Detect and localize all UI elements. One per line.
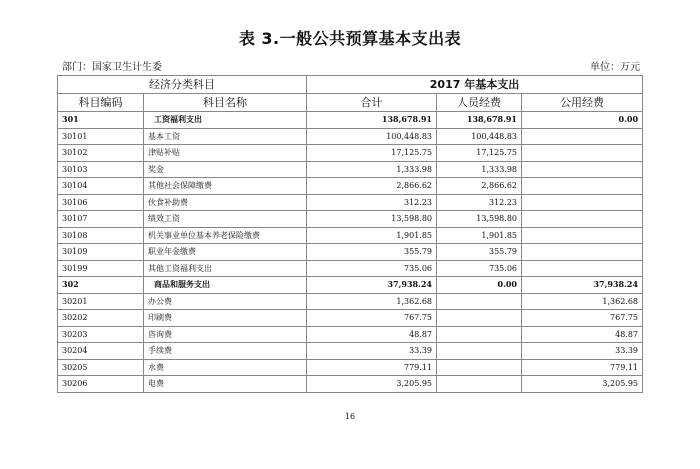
table-row <box>58 178 643 195</box>
row-public <box>522 260 643 277</box>
row-total: 1,901.85 <box>307 227 437 244</box>
table-row <box>58 359 643 376</box>
row-name: 职业年金缴费 <box>144 244 307 261</box>
row-code: 301 <box>58 112 144 129</box>
row-personnel <box>437 376 522 393</box>
row-public: 37,938.24 <box>522 277 643 294</box>
row-name: 工资福利支出 <box>144 112 307 129</box>
row-public <box>522 161 643 178</box>
page-title: 表 3.一般公共预算基本支出表 <box>238 29 462 48</box>
table-row <box>58 293 643 310</box>
row-personnel: 355.79 <box>437 244 522 261</box>
row-total: 37,938.24 <box>307 277 437 294</box>
row-personnel: 2,866.62 <box>437 178 522 195</box>
row-code: 30206 <box>58 376 144 393</box>
row-personnel: 735.06 <box>437 260 522 277</box>
department-label: 部门：国家卫生计生委 <box>62 62 162 73</box>
row-personnel: 312.23 <box>437 194 522 211</box>
table-row <box>58 112 643 129</box>
row-code: 30102 <box>58 145 144 162</box>
table-row <box>58 227 643 244</box>
row-name: 电费 <box>144 376 307 393</box>
row-code: 302 <box>58 277 144 294</box>
row-public: 33.39 <box>522 343 643 360</box>
row-personnel <box>437 293 522 310</box>
row-personnel: 13,598.80 <box>437 211 522 228</box>
budget-table <box>57 75 643 393</box>
row-code: 30199 <box>58 260 144 277</box>
table-row <box>58 326 643 343</box>
row-total: 2,866.62 <box>307 178 437 195</box>
header-total: 合计 <box>307 94 437 112</box>
row-public <box>522 211 643 228</box>
row-personnel: 1,901.85 <box>437 227 522 244</box>
row-name: 水费 <box>144 359 307 376</box>
table-row <box>58 145 643 162</box>
header-code: 科目编码 <box>58 94 144 112</box>
row-name: 手续费 <box>144 343 307 360</box>
row-code: 30103 <box>58 161 144 178</box>
row-total: 48.87 <box>307 326 437 343</box>
row-name: 机关事业单位基本养老保险缴费 <box>144 227 307 244</box>
row-total: 355.79 <box>307 244 437 261</box>
row-code: 30106 <box>58 194 144 211</box>
row-personnel: 0.00 <box>437 277 522 294</box>
table-row <box>58 310 643 327</box>
row-personnel: 1,333.98 <box>437 161 522 178</box>
row-total: 17,125.75 <box>307 145 437 162</box>
row-total: 1,362.68 <box>307 293 437 310</box>
header-public: 公用经费 <box>522 94 643 112</box>
table-row <box>58 277 643 294</box>
table-row <box>58 260 643 277</box>
row-total: 13,598.80 <box>307 211 437 228</box>
table-row <box>58 161 643 178</box>
row-name: 绩效工资 <box>144 211 307 228</box>
table-row <box>58 343 643 360</box>
row-public <box>522 128 643 145</box>
table-row <box>58 194 643 211</box>
row-name: 津贴补贴 <box>144 145 307 162</box>
row-code: 30109 <box>58 244 144 261</box>
row-name: 咨询费 <box>144 326 307 343</box>
row-code: 30204 <box>58 343 144 360</box>
row-public: 3,205.95 <box>522 376 643 393</box>
row-name: 奖金 <box>144 161 307 178</box>
row-public <box>522 145 643 162</box>
row-total: 735.06 <box>307 260 437 277</box>
row-total: 312.23 <box>307 194 437 211</box>
table-row <box>58 244 643 261</box>
row-code: 30104 <box>58 178 144 195</box>
row-total: 3,205.95 <box>307 376 437 393</box>
row-personnel <box>437 310 522 327</box>
row-personnel <box>437 326 522 343</box>
table-body <box>58 112 643 393</box>
row-code: 30203 <box>58 326 144 343</box>
row-total: 1,333.98 <box>307 161 437 178</box>
row-code: 30205 <box>58 359 144 376</box>
row-name: 办公费 <box>144 293 307 310</box>
row-total: 779.11 <box>307 359 437 376</box>
table-row <box>58 376 643 393</box>
row-code: 30202 <box>58 310 144 327</box>
table-row <box>58 128 643 145</box>
row-code: 30107 <box>58 211 144 228</box>
row-public <box>522 194 643 211</box>
header-economic-classification: 经济分类科目 <box>58 76 307 94</box>
row-total: 767.75 <box>307 310 437 327</box>
page-number: 16 <box>344 412 356 421</box>
header-personnel: 人员经费 <box>437 94 522 112</box>
row-name: 伙食补助费 <box>144 194 307 211</box>
row-public: 48.87 <box>522 326 643 343</box>
row-public <box>522 244 643 261</box>
row-name: 商品和服务支出 <box>144 277 307 294</box>
row-name: 其他社会保障缴费 <box>144 178 307 195</box>
row-total: 100,448.83 <box>307 128 437 145</box>
row-public: 1,362.68 <box>522 293 643 310</box>
row-personnel: 138,678.91 <box>437 112 522 129</box>
row-personnel <box>437 343 522 360</box>
row-public <box>522 227 643 244</box>
header-2017-basic-expenditure: 2017 年基本支出 <box>307 76 643 94</box>
row-name: 印刷费 <box>144 310 307 327</box>
row-personnel <box>437 359 522 376</box>
row-code: 30201 <box>58 293 144 310</box>
row-public: 0.00 <box>522 112 643 129</box>
row-name: 基本工资 <box>144 128 307 145</box>
unit-label: 单位：万元 <box>590 62 640 73</box>
row-personnel: 17,125.75 <box>437 145 522 162</box>
row-code: 30101 <box>58 128 144 145</box>
row-public <box>522 178 643 195</box>
header-group-row <box>58 76 643 94</box>
row-code: 30108 <box>58 227 144 244</box>
row-personnel: 100,448.83 <box>437 128 522 145</box>
row-total: 33.39 <box>307 343 437 360</box>
table-row <box>58 211 643 228</box>
row-public: 767.75 <box>522 310 643 327</box>
row-name: 其他工资福利支出 <box>144 260 307 277</box>
row-public: 779.11 <box>522 359 643 376</box>
header-column-row <box>58 94 643 112</box>
row-total: 138,678.91 <box>307 112 437 129</box>
header-name: 科目名称 <box>144 94 307 112</box>
